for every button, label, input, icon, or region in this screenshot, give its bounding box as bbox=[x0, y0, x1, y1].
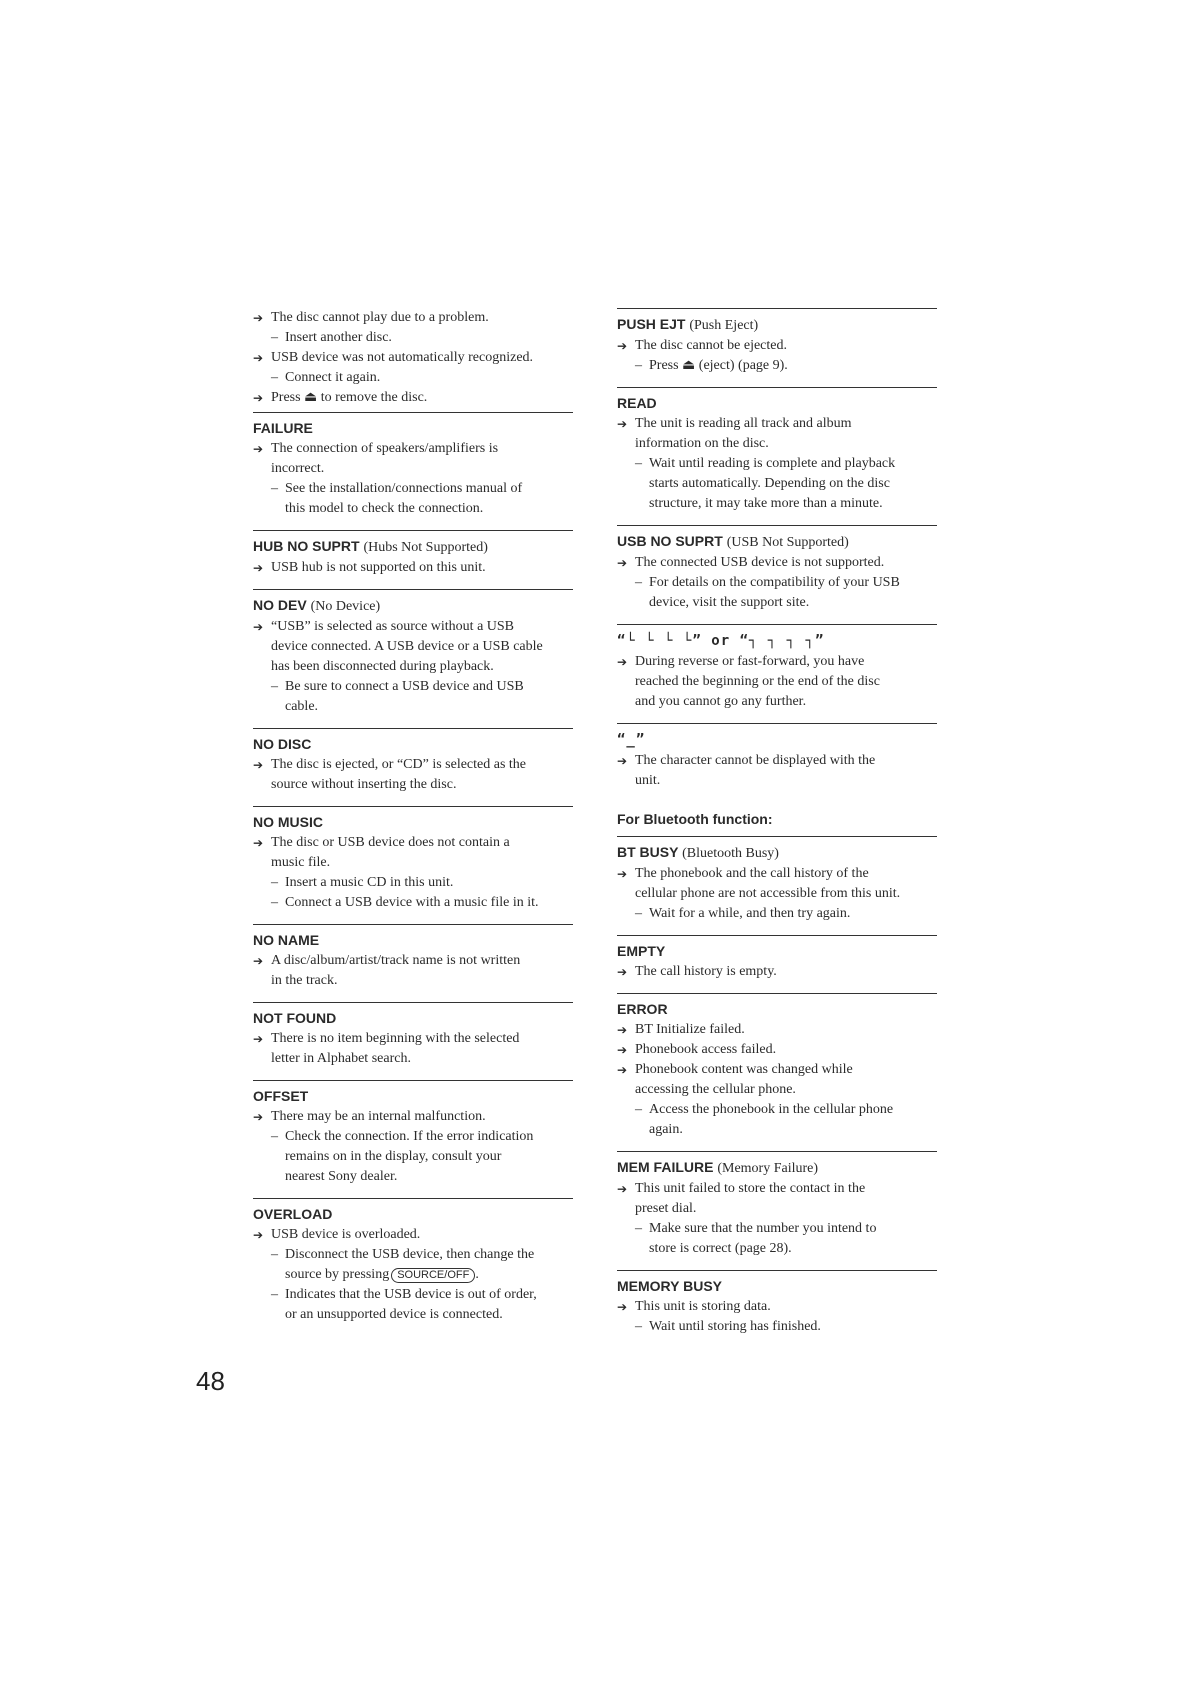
dash-item bbox=[617, 356, 937, 376]
bullet-item bbox=[617, 1040, 937, 1060]
dash-marker: – bbox=[635, 906, 642, 921]
bullet-item bbox=[253, 1107, 573, 1127]
line-text: cellular phone are not accessible from this unit. bbox=[635, 886, 901, 901]
line-text: Indicates that the USB device is out of order, bbox=[285, 1287, 537, 1302]
section-title-text: ERROR bbox=[617, 1001, 668, 1017]
continuation-line bbox=[253, 499, 573, 519]
section-title-text: MEMORY BUSY bbox=[617, 1278, 723, 1294]
section-title-text: MEM FAILURE bbox=[617, 1159, 714, 1175]
line-text: letter in Alphabet search. bbox=[271, 1051, 411, 1066]
bullet-item bbox=[253, 617, 573, 637]
line-text: reached the beginning or the end of the disc bbox=[635, 674, 880, 689]
section-title-text: NO DISC bbox=[253, 736, 312, 752]
section-title bbox=[617, 1276, 937, 1297]
bullet-item bbox=[617, 414, 937, 434]
section-title-text: OVERLOAD bbox=[253, 1206, 333, 1222]
section-title-text: “_” bbox=[617, 732, 646, 748]
line-text: Check the connection. If the error indication bbox=[285, 1129, 534, 1144]
line-text: For details on the compatibility of your USB bbox=[649, 575, 900, 590]
continuation-line bbox=[253, 1305, 573, 1325]
dash-marker: – bbox=[635, 1102, 642, 1117]
arrow-icon: ➔ bbox=[253, 391, 264, 405]
line-text: cable. bbox=[285, 699, 319, 714]
error-section bbox=[253, 1198, 573, 1325]
bullet-item bbox=[253, 1029, 573, 1049]
error-section bbox=[617, 723, 937, 791]
error-section bbox=[617, 1151, 937, 1259]
section-title-text: FAILURE bbox=[253, 420, 313, 436]
arrow-icon: ➔ bbox=[617, 1300, 628, 1314]
arrow-icon: ➔ bbox=[617, 965, 628, 979]
line-text: See the installation/connections manual of bbox=[285, 481, 523, 496]
dash-item bbox=[617, 573, 937, 593]
section-title-text: READ bbox=[617, 395, 657, 411]
arrow-icon: ➔ bbox=[617, 1063, 628, 1077]
line-text: device, visit the support site. bbox=[649, 595, 810, 610]
arrow-icon: ➔ bbox=[617, 1182, 628, 1196]
section-title bbox=[253, 734, 573, 755]
line-text: unit. bbox=[635, 773, 661, 788]
line-text: has been disconnected during playback. bbox=[271, 659, 494, 674]
line-text: Insert a music CD in this unit. bbox=[285, 875, 454, 890]
line-text: Press ⏏ to remove the disc. bbox=[271, 390, 428, 405]
bullet-item bbox=[617, 1060, 937, 1080]
dash-marker: – bbox=[635, 1319, 642, 1334]
continuation-line bbox=[617, 434, 937, 454]
section-title bbox=[617, 842, 937, 864]
continuation-line bbox=[253, 697, 573, 717]
line-text: Insert another disc. bbox=[285, 330, 392, 345]
line-text: Connect a USB device with a music file in it. bbox=[285, 895, 539, 910]
line-text: There is no item beginning with the selected bbox=[271, 1031, 520, 1046]
error-section bbox=[253, 924, 573, 991]
error-section bbox=[617, 836, 937, 924]
dash-item bbox=[617, 454, 937, 474]
line-text: The call history is empty. bbox=[635, 964, 777, 979]
continuation-line bbox=[617, 494, 937, 514]
line-text: There may be an internal malfunction. bbox=[271, 1109, 486, 1124]
continuation-line bbox=[253, 853, 573, 873]
error-section bbox=[617, 308, 937, 376]
arrow-icon: ➔ bbox=[253, 1032, 264, 1046]
dash-item bbox=[253, 1127, 573, 1147]
error-section bbox=[253, 412, 573, 519]
line-text: nearest Sony dealer. bbox=[285, 1169, 398, 1184]
line-text: The connection of speakers/amplifiers is bbox=[271, 441, 499, 456]
dash-item bbox=[253, 368, 573, 388]
section-title bbox=[253, 1204, 573, 1225]
arrow-icon: ➔ bbox=[617, 417, 628, 431]
arrow-icon: ➔ bbox=[617, 867, 628, 881]
line-text: BT Initialize failed. bbox=[635, 1022, 745, 1037]
dash-marker: – bbox=[635, 1221, 642, 1236]
bullet-item bbox=[617, 553, 937, 573]
dash-item bbox=[253, 873, 573, 893]
dash-item bbox=[253, 1245, 573, 1265]
arrow-icon: ➔ bbox=[617, 1043, 628, 1057]
section-title-text: PUSH EJT bbox=[617, 316, 686, 332]
dash-marker: – bbox=[271, 679, 278, 694]
dash-item bbox=[617, 1100, 937, 1120]
arrow-icon: ➔ bbox=[617, 339, 628, 353]
bullet-item bbox=[253, 755, 573, 775]
dash-marker: – bbox=[271, 895, 278, 910]
arrow-icon: ➔ bbox=[617, 754, 628, 768]
intro-block bbox=[253, 308, 573, 408]
line-text: The disc cannot play due to a problem. bbox=[271, 310, 489, 325]
line-text: The disc cannot be ejected. bbox=[635, 338, 787, 353]
line-text: incorrect. bbox=[271, 461, 325, 476]
line-text: The connected USB device is not supported. bbox=[635, 555, 885, 570]
error-section bbox=[617, 935, 937, 982]
dash-item bbox=[617, 1219, 937, 1239]
line-text-after: . bbox=[475, 1267, 479, 1282]
line-text: The character cannot be displayed with the bbox=[635, 753, 876, 768]
section-title-text: HUB NO SUPRT bbox=[253, 538, 360, 554]
line-text: “USB” is selected as source without a USB bbox=[271, 619, 515, 634]
section-title-paren: (Bluetooth Busy) bbox=[682, 846, 779, 861]
line-text: store is correct (page 28). bbox=[649, 1241, 792, 1256]
bullet-item bbox=[253, 833, 573, 853]
section-title-text: OFFSET bbox=[253, 1088, 309, 1104]
section-title-text: “└ └ └ └” or “┐ ┐ ┐ ┐” bbox=[617, 633, 825, 649]
line-text: music file. bbox=[271, 855, 331, 870]
section-title-text: NO MUSIC bbox=[253, 814, 323, 830]
dash-marker: – bbox=[271, 875, 278, 890]
error-section bbox=[617, 387, 937, 514]
arrow-icon: ➔ bbox=[253, 758, 264, 772]
continuation-line bbox=[617, 884, 937, 904]
section-title bbox=[617, 630, 937, 652]
line-text: The disc is ejected, or “CD” is selected as the bbox=[271, 757, 527, 772]
line-text: or an unsupported device is connected. bbox=[285, 1307, 503, 1322]
dash-marker: – bbox=[271, 1247, 278, 1262]
dash-marker: – bbox=[635, 575, 642, 590]
line-text: accessing the cellular phone. bbox=[635, 1082, 796, 1097]
bullet-item bbox=[253, 558, 573, 578]
bullet-item bbox=[253, 439, 573, 459]
dash-item bbox=[253, 1285, 573, 1305]
section-title-text: NO NAME bbox=[253, 932, 320, 948]
arrow-icon: ➔ bbox=[253, 351, 264, 365]
bullet-item bbox=[617, 1179, 937, 1199]
line-text: Be sure to connect a USB device and USB bbox=[285, 679, 524, 694]
right-column bbox=[617, 308, 937, 1337]
dash-marker: – bbox=[271, 481, 278, 496]
continuation-line bbox=[617, 771, 937, 791]
line-text: Connect it again. bbox=[285, 370, 381, 385]
continuation-line bbox=[617, 1199, 937, 1219]
line-text: The phonebook and the call history of the bbox=[635, 866, 869, 881]
section-title bbox=[617, 314, 937, 336]
dash-item bbox=[253, 893, 573, 913]
bullet-item bbox=[617, 864, 937, 884]
bullet-item bbox=[253, 388, 573, 408]
line-text: Wait for a while, and then try again. bbox=[649, 906, 851, 921]
continuation-line bbox=[617, 672, 937, 692]
error-section bbox=[253, 530, 573, 578]
arrow-icon: ➔ bbox=[253, 1110, 264, 1124]
arrow-icon: ➔ bbox=[253, 1228, 264, 1242]
section-title-paren: (Memory Failure) bbox=[717, 1161, 819, 1176]
section-title-text: NO DEV bbox=[253, 597, 307, 613]
continuation-line bbox=[617, 1080, 937, 1100]
line-text: Wait until storing has finished. bbox=[649, 1319, 821, 1334]
continuation-line bbox=[253, 775, 573, 795]
source-off-key: SOURCE/OFF bbox=[391, 1268, 475, 1283]
line-text: Access the phonebook in the cellular phone bbox=[649, 1102, 894, 1117]
line-text: Wait until reading is complete and playback bbox=[649, 456, 896, 471]
line-text: and you cannot go any further. bbox=[635, 694, 807, 709]
page-number: 48 bbox=[196, 1366, 225, 1396]
continuation-line bbox=[253, 1167, 573, 1187]
line-text: structure, it may take more than a minute. bbox=[649, 496, 883, 511]
error-section bbox=[253, 728, 573, 795]
continuation-line bbox=[617, 1239, 937, 1259]
bullet-item bbox=[253, 348, 573, 368]
arrow-icon: ➔ bbox=[253, 836, 264, 850]
section-title bbox=[253, 930, 573, 951]
section-title bbox=[617, 1157, 937, 1179]
line-text: Press ⏏ (eject) (page 9). bbox=[649, 358, 788, 373]
section-title bbox=[617, 531, 937, 553]
section-title bbox=[617, 941, 937, 962]
continuation-line bbox=[617, 1120, 937, 1140]
line-text: USB device was not automatically recognized. bbox=[271, 350, 534, 365]
section-title bbox=[253, 418, 573, 439]
line-text: Disconnect the USB device, then change the bbox=[285, 1247, 535, 1262]
line-text: The disc or USB device does not contain a bbox=[271, 835, 510, 850]
line-text: source without inserting the disc. bbox=[271, 777, 457, 792]
line-text: During reverse or fast-forward, you have bbox=[635, 654, 865, 669]
continuation-line bbox=[617, 474, 937, 494]
section-title-paren: (USB Not Supported) bbox=[726, 535, 849, 550]
line-text: Phonebook content was changed while bbox=[635, 1062, 853, 1077]
section-title bbox=[253, 1008, 573, 1029]
section-title-text: EMPTY bbox=[617, 943, 666, 959]
section-title-text: USB NO SUPRT bbox=[617, 533, 723, 549]
continuation-line bbox=[253, 1049, 573, 1069]
bullet-item bbox=[617, 336, 937, 356]
left-column bbox=[253, 308, 573, 1325]
bullet-item bbox=[617, 652, 937, 672]
line-text: This unit failed to store the contact in the bbox=[635, 1181, 866, 1196]
error-section bbox=[617, 525, 937, 613]
section-title bbox=[617, 729, 937, 751]
bullet-item bbox=[253, 1225, 573, 1245]
line-text: USB hub is not supported on this unit. bbox=[271, 560, 486, 575]
error-section bbox=[617, 624, 937, 712]
dash-item bbox=[253, 677, 573, 697]
error-section bbox=[253, 806, 573, 913]
dash-item bbox=[253, 479, 573, 499]
dash-marker: – bbox=[635, 456, 642, 471]
bullet-item bbox=[253, 951, 573, 971]
section-title-paren: (Push Eject) bbox=[689, 318, 759, 333]
line-text: device connected. A USB device or a USB cable bbox=[271, 639, 543, 654]
section-title bbox=[617, 999, 937, 1020]
continuation-line bbox=[253, 637, 573, 657]
section-title bbox=[253, 595, 573, 617]
arrow-icon: ➔ bbox=[253, 311, 264, 325]
bullet-item bbox=[617, 962, 937, 982]
error-section bbox=[617, 1270, 937, 1337]
arrow-icon: ➔ bbox=[253, 954, 264, 968]
line-text: USB device is overloaded. bbox=[271, 1227, 421, 1242]
dash-item bbox=[617, 1317, 937, 1337]
continuation-line bbox=[253, 1265, 573, 1285]
line-text: preset dial. bbox=[635, 1201, 697, 1216]
dash-marker: – bbox=[271, 330, 278, 345]
line-text: source by pressing bbox=[285, 1267, 390, 1282]
arrow-icon: ➔ bbox=[617, 1023, 628, 1037]
line-text: remains on in the display, consult your bbox=[285, 1149, 502, 1164]
continuation-line bbox=[253, 657, 573, 677]
section-title-text: BT BUSY bbox=[617, 844, 679, 860]
line-text: again. bbox=[649, 1122, 683, 1137]
dash-item bbox=[617, 904, 937, 924]
section-title bbox=[253, 812, 573, 833]
bullet-item bbox=[617, 751, 937, 771]
arrow-icon: ➔ bbox=[253, 561, 264, 575]
continuation-line bbox=[253, 1147, 573, 1167]
bluetooth-heading: For Bluetooth function: bbox=[617, 811, 773, 827]
bluetooth-sections bbox=[617, 836, 937, 1337]
dash-marker: – bbox=[271, 1287, 278, 1302]
bullet-item bbox=[617, 1020, 937, 1040]
continuation-line bbox=[253, 459, 573, 479]
continuation-line bbox=[253, 971, 573, 991]
dash-marker: – bbox=[271, 370, 278, 385]
line-text: in the track. bbox=[271, 973, 338, 988]
continuation-line bbox=[617, 593, 937, 613]
dash-item bbox=[253, 328, 573, 348]
left-sections bbox=[253, 412, 573, 1325]
line-text: starts automatically. Depending on the disc bbox=[649, 476, 890, 491]
arrow-icon: ➔ bbox=[253, 442, 264, 456]
section-title-paren: (Hubs Not Supported) bbox=[363, 540, 488, 555]
line-text: Make sure that the number you intend to bbox=[649, 1221, 877, 1236]
line-text: This unit is storing data. bbox=[635, 1299, 771, 1314]
dash-marker: – bbox=[635, 358, 642, 373]
continuation-line bbox=[617, 692, 937, 712]
dash-marker: – bbox=[271, 1129, 278, 1144]
line-text: The unit is reading all track and album bbox=[635, 416, 852, 431]
error-section bbox=[253, 589, 573, 717]
error-section bbox=[253, 1002, 573, 1069]
bullet-item bbox=[617, 1297, 937, 1317]
right-sections bbox=[617, 308, 937, 791]
arrow-icon: ➔ bbox=[617, 655, 628, 669]
section-title bbox=[253, 1086, 573, 1107]
error-section bbox=[253, 1080, 573, 1187]
line-text: this model to check the connection. bbox=[285, 501, 484, 516]
line-text: Phonebook access failed. bbox=[635, 1042, 777, 1057]
error-section bbox=[617, 993, 937, 1140]
section-title-paren: (No Device) bbox=[310, 599, 381, 614]
line-text: A disc/album/artist/track name is not written bbox=[271, 953, 521, 968]
arrow-icon: ➔ bbox=[253, 620, 264, 634]
section-title bbox=[253, 536, 573, 558]
section-title bbox=[617, 393, 937, 414]
line-text: information on the disc. bbox=[635, 436, 769, 451]
bullet-item bbox=[253, 308, 573, 328]
arrow-icon: ➔ bbox=[617, 556, 628, 570]
section-title-text: NOT FOUND bbox=[253, 1010, 337, 1026]
